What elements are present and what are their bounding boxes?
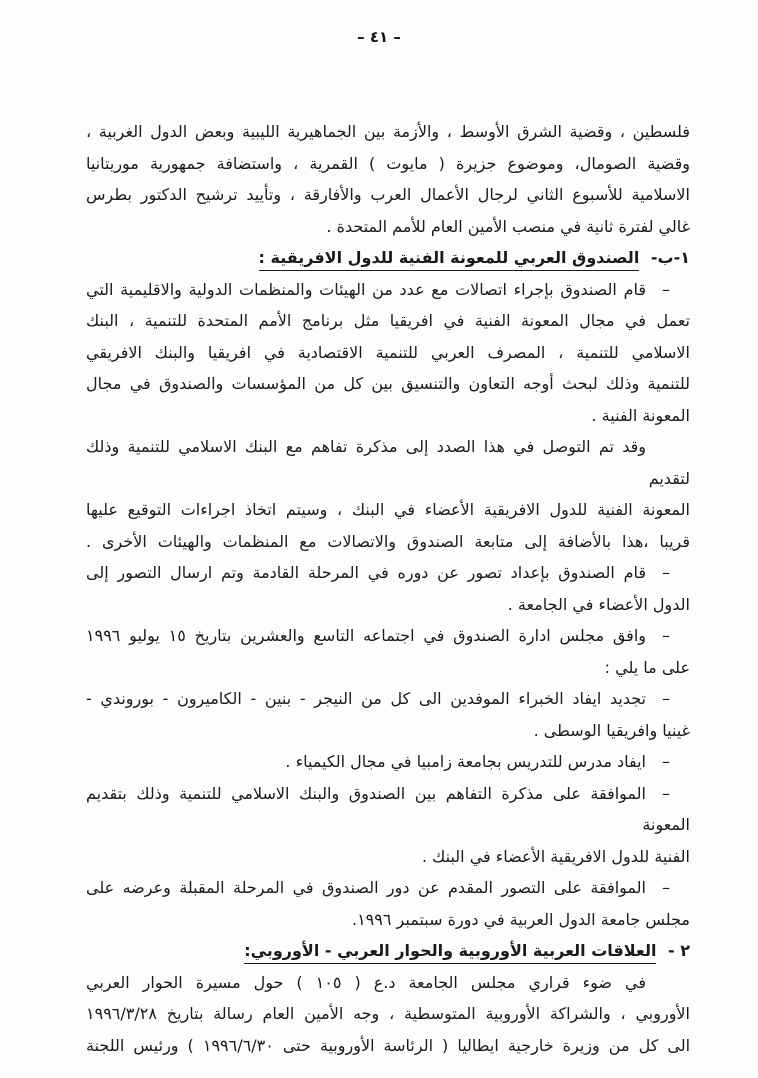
bullet-item bbox=[86, 274, 690, 432]
text-line: الفنية للدول الافريقية الأعضاء في البنك . bbox=[421, 846, 690, 866]
bullet-dash-icon: – bbox=[662, 752, 670, 771]
text-line: الموافقة على التصور المقدم عن دور الصندوق في المرحلة المقبلة وعرضه على bbox=[86, 878, 646, 897]
bullet-dash-icon: – bbox=[662, 563, 670, 582]
text-line: فلسطين ، وقضية الشرق الأوسط ، والأزمة بين الجماهيرية الليبية وبعض الدول الغربية ، bbox=[86, 122, 690, 141]
page-number: – ٤١ – bbox=[357, 28, 401, 46]
paragraph-block bbox=[86, 116, 690, 242]
text-line: وقد تم التوصل في هذا الصدد إلى مذكرة تفاهم مع البنك الاسلامي للتنمية وذلك لتقديم bbox=[86, 437, 690, 488]
text-line: الى كل من وزيرة خارجية ايطاليا ( الرئاسة الأوروبية حتى ١٩٩٦/٦/٣٠ ) ورئيس اللجنة bbox=[86, 1035, 691, 1055]
text-line: الدول الأعضاء في الجامعة . bbox=[507, 594, 690, 614]
paragraph-block bbox=[86, 967, 690, 1062]
bullet-dash-icon: – bbox=[662, 783, 670, 803]
text-line: للتنمية وذلك لبحث أوجه التعاون والتنسيق بين كل من المؤسسات والصندوق في مجال bbox=[86, 374, 690, 393]
bullet-item bbox=[86, 557, 690, 620]
text-line: وقضية الصومال، وموضوع جزيرة ( مايوت ) القمرية ، واستضافة جمهورية موريتانيا bbox=[86, 153, 690, 173]
bullet-item bbox=[86, 620, 690, 683]
text-line: الموافقة على مذكرة التفاهم بين الصندوق والبنك الاسلامي للتنمية وذلك بتقديم المعونة bbox=[86, 783, 690, 834]
text-line: غالي لفترة ثانية في منصب الأمين العام للأمم المتحدة . bbox=[326, 216, 690, 236]
bullet-item bbox=[86, 778, 690, 873]
text-line: تعمل في مجال المعونة الفنية في افريقيا مثل برنامج الأمم المتحدة للتنمية ، البنك bbox=[86, 311, 690, 330]
section-title: العلاقات العربية الأوروبية والحوار العربي - الأوروبي: bbox=[244, 941, 656, 964]
text-line: قريبا ،هذا بالأضافة إلى متابعة الصندوق والاتصالات مع المنظمات والهيئات الأخرى . bbox=[86, 531, 690, 551]
bullet-dash-icon: – bbox=[662, 626, 670, 645]
text-line: الأوروبي ، والشراكة الأوروبية المتوسطية ، وجه الأمين العام رسالة بتاريخ ١٩٩٦/٣/٢٨ bbox=[86, 1004, 690, 1023]
text-line: قام الصندوق بإجراء اتصالات مع عدد من الهيئات والمنظمات الدولية والاقليمية التي bbox=[86, 279, 646, 299]
text-line: غينيا وافريقيا الوسطى . bbox=[533, 720, 690, 740]
text-line: مجلس جامعة الدول العربية في دورة سبتمبر ١٩٩٦. bbox=[351, 909, 690, 929]
section-number: ١-ب- bbox=[650, 248, 690, 267]
section-heading-euro-arab-relations bbox=[86, 935, 690, 967]
text-line: تجديد ايفاد الخبراء الموفدين الى كل من النيجر - بنين - الكاميرون - بوروندي - bbox=[86, 689, 646, 708]
text-line: في ضوء قراري مجلس الجامعة د.ع ( ١٠٥ ) حول مسيرة الحوار العربي bbox=[86, 972, 646, 992]
text-line: المعونة الفنية للدول الافريقية الأعضاء في البنك ، وسيتم اتخاذ اجراءات التوقيع عليها bbox=[86, 500, 690, 519]
text-line: ايفاد مدرس للتدريس بجامعة زامبيا في مجال الكيمياء . bbox=[285, 752, 646, 771]
text-line: وافق مجلس ادارة الصندوق في اجتماعه التاسع والعشرين بتاريخ ١٥ يوليو ١٩٩٦ bbox=[86, 626, 647, 645]
text-line: المعونة الفنية . bbox=[591, 405, 690, 425]
bullet-dash-icon: – bbox=[662, 689, 670, 708]
text-line: قام الصندوق بإعداد تصور عن دوره في المرحلة القادمة وتم ارسال التصور إلى bbox=[86, 563, 646, 582]
bullet-dash-icon: – bbox=[662, 279, 670, 299]
section-heading-arab-fund bbox=[86, 242, 690, 274]
paragraph-block bbox=[86, 431, 690, 557]
section-title: الصندوق العربي للمعونة الفنية للدول الافريقية : bbox=[259, 248, 640, 271]
bullet-dash-icon: – bbox=[662, 878, 670, 897]
document-content bbox=[86, 116, 690, 1061]
bullet-item bbox=[86, 683, 690, 746]
section-number: ٢ - bbox=[668, 941, 690, 960]
bullet-item bbox=[86, 872, 690, 935]
text-line: على ما يلي : bbox=[604, 657, 690, 677]
text-line: الاسلامي للتنمية ، المصرف العربي للتنمية الاقتصادية في افريقيا والبنك الافريقي bbox=[86, 342, 690, 362]
text-line: الاسلامية للأسبوع الثاني لرجال الأعمال العرب والأفارقة ، وتأييد ترشيح الدكتور بطرس bbox=[86, 185, 690, 204]
bullet-item bbox=[86, 746, 690, 778]
